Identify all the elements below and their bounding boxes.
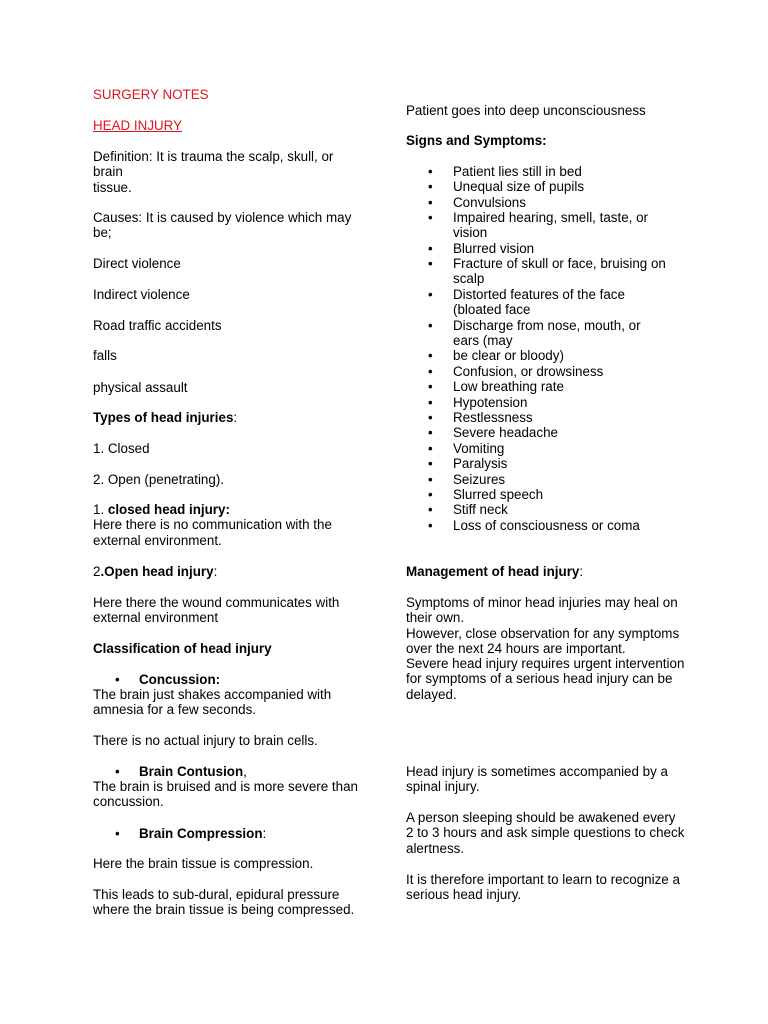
concussion-note: There is no actual injury to brain cells.: [93, 733, 318, 748]
list-item: • Convulsions: [428, 195, 526, 210]
cause-item: Indirect violence: [93, 287, 190, 302]
list-item: • Patient lies still in bed: [428, 164, 582, 179]
open-injury-heading: 2.Open head injury:: [93, 564, 218, 579]
list-item: • Hypotension: [428, 395, 528, 410]
list-item: • Blurred vision: [428, 241, 535, 256]
list-item: • Restlessness: [428, 410, 533, 425]
bullet-icon: •: [428, 518, 433, 533]
list-item: • Seizures: [428, 472, 506, 487]
bullet-icon: •: [115, 672, 120, 687]
list-item: • Fracture of skull or face, bruising on scalp: [428, 256, 666, 287]
type-item: 2. Open (penetrating).: [93, 472, 225, 487]
concussion-desc: The brain just shakes accompanied with amnesia for a few seconds.: [93, 687, 332, 718]
recognize-text: It is therefore important to learn to recognize a serious head injury.: [406, 872, 680, 903]
list-item: • Vomiting: [428, 441, 505, 456]
classification-heading: Classification of head injury: [93, 641, 272, 656]
type-item: 1. Closed: [93, 441, 150, 456]
bullet-icon: •: [428, 164, 433, 179]
bullet-icon: •: [428, 472, 433, 487]
contusion-desc: The brain is bruised and is more severe than concussion.: [93, 779, 358, 810]
list-item: • Unequal size of pupils: [428, 179, 585, 194]
open-injury-desc: Here there the wound communicates with external environment: [93, 595, 340, 626]
management-paragraph: Symptoms of minor head injuries may heal on their own. However, close observation for any symptoms over the next 24 hours are important. Severe head injury requires urgent intervention for symptoms of a serious head injury can be delayed.: [406, 595, 685, 702]
bullet-icon: •: [428, 179, 433, 194]
bullet-icon: •: [428, 210, 433, 225]
spinal-injury-text: Head injury is sometimes accompanied by a spinal injury.: [406, 764, 668, 795]
compression-note: This leads to sub-dural, epidural pressure where the brain tissue is being compressed.: [93, 887, 355, 918]
bullet-icon: •: [428, 364, 433, 379]
list-item-contusion: • Brain Contusion,: [115, 764, 247, 779]
definition-text: Definition: It is trauma the scalp, skull, or brain tissue.: [93, 149, 334, 195]
bullet-icon: •: [428, 318, 433, 333]
bullet-icon: •: [428, 456, 433, 471]
signs-heading: Signs and Symptoms:: [406, 133, 547, 148]
list-item: • Impaired hearing, smell, taste, or vision: [428, 210, 648, 241]
cause-item: Road traffic accidents: [93, 318, 222, 333]
types-heading: Types of head injuries:: [93, 410, 238, 425]
list-item: • Distorted features of the face (bloated face: [428, 287, 625, 318]
cause-item: physical assault: [93, 380, 188, 395]
bullet-icon: •: [115, 826, 120, 841]
causes-text: Causes: It is caused by violence which may be;: [93, 210, 352, 241]
intro-text: Patient goes into deep unconsciousness: [406, 103, 646, 118]
bullet-icon: •: [428, 256, 433, 271]
list-item: • Low breathing rate: [428, 379, 564, 394]
bullet-icon: •: [428, 395, 433, 410]
list-item: • Severe headache: [428, 425, 558, 440]
closed-injury: 1. closed head injury: Here there is no communication with the external environment.: [93, 502, 332, 548]
list-item: • Slurred speech: [428, 487, 544, 502]
bullet-icon: •: [428, 348, 433, 363]
bullet-icon: •: [428, 410, 433, 425]
awaken-text: A person sleeping should be awakened every 2 to 3 hours and ask simple questions to check alertness.: [406, 810, 685, 856]
bullet-icon: •: [115, 764, 120, 779]
cause-item: falls: [93, 348, 117, 363]
doc-title: SURGERY NOTES: [93, 87, 209, 102]
bullet-icon: •: [428, 502, 433, 517]
list-item: • Stiff neck: [428, 502, 508, 517]
bullet-icon: •: [428, 287, 433, 302]
list-item-compression: • Brain Compression:: [115, 826, 267, 841]
bullet-icon: •: [428, 441, 433, 456]
management-heading: Management of head injury:: [406, 564, 584, 579]
bullet-icon: •: [428, 241, 433, 256]
bullet-icon: •: [428, 379, 433, 394]
compression-desc: Here the brain tissue is compression.: [93, 856, 314, 871]
list-item-concussion: • Concussion:: [115, 672, 221, 687]
list-item: • Discharge from nose, mouth, or ears (may: [428, 318, 641, 349]
cause-item: Direct violence: [93, 256, 181, 271]
list-item: • Confusion, or drowsiness: [428, 364, 604, 379]
list-item: • Paralysis: [428, 456, 508, 471]
bullet-icon: •: [428, 487, 433, 502]
list-item: • Loss of consciousness or coma: [428, 518, 640, 533]
bullet-icon: •: [428, 195, 433, 210]
section-heading-head-injury: HEAD INJURY: [93, 118, 183, 133]
list-item: • be clear or bloody): [428, 348, 564, 363]
bullet-icon: •: [428, 425, 433, 440]
